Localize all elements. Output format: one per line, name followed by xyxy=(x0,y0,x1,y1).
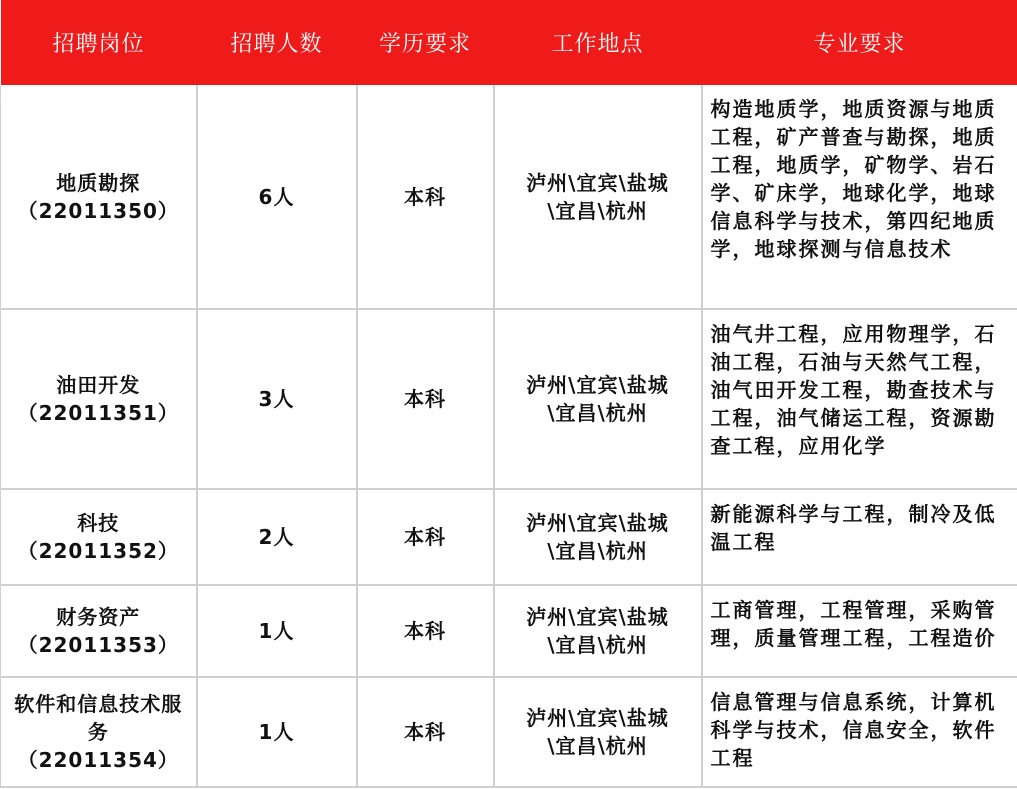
header-row xyxy=(1,0,1017,85)
position-code: （22011354） xyxy=(17,748,179,772)
count-cell: 2人 xyxy=(197,489,357,585)
position-name: 财务资产 xyxy=(56,605,141,629)
major-cell: 信息管理与信息系统，计算机科学与技术，信息安全，软件工程 xyxy=(702,677,1017,787)
position-name: 油田开发 xyxy=(56,373,141,397)
header-education: 学历要求 xyxy=(357,0,494,85)
education-cell: 本科 xyxy=(357,309,494,489)
table-row xyxy=(1,309,1017,489)
table-row xyxy=(1,677,1017,787)
table-row xyxy=(1,585,1017,677)
education-cell: 本科 xyxy=(357,677,494,787)
position-cell xyxy=(1,85,197,309)
location-line: \宜昌\杭州 xyxy=(547,539,648,563)
location-line: \宜昌\杭州 xyxy=(547,401,648,425)
position-code: （22011351） xyxy=(17,401,179,425)
location-cell xyxy=(494,489,702,585)
location-line: \宜昌\杭州 xyxy=(547,734,648,758)
position-name: 软件和信息技术服务 xyxy=(14,692,183,744)
table-row xyxy=(1,85,1017,309)
header-location: 工作地点 xyxy=(494,0,702,85)
position-code: （22011350） xyxy=(17,198,179,223)
header-count: 招聘人数 xyxy=(197,0,357,85)
count-cell: 1人 xyxy=(197,677,357,787)
location-line: \宜昌\杭州 xyxy=(547,198,648,223)
location-cell xyxy=(494,585,702,677)
location-line: 泸州\宜宾\盐城 xyxy=(526,605,669,629)
position-name: 地质勘探 xyxy=(56,170,141,195)
position-cell xyxy=(1,309,197,489)
major-cell: 工商管理，工程管理，采购管理，质量管理工程，工程造价 xyxy=(702,585,1017,677)
count-cell: 1人 xyxy=(197,585,357,677)
education-cell: 本科 xyxy=(357,585,494,677)
location-line: 泸州\宜宾\盐城 xyxy=(526,373,669,397)
location-cell xyxy=(494,309,702,489)
table-body xyxy=(1,85,1017,787)
major-cell: 构造地质学，地质资源与地质工程，矿产普查与勘探，地质工程，地质学，矿物学、岩石学、矿床学，地球化学，地球信息科学与技术，第四纪地质学，地球探测与信息技术 xyxy=(702,85,1017,309)
location-cell xyxy=(494,677,702,787)
location-line: \宜昌\杭州 xyxy=(547,633,648,657)
location-cell xyxy=(494,85,702,309)
location-line: 泸州\宜宾\盐城 xyxy=(526,170,669,195)
position-cell xyxy=(1,489,197,585)
header-position: 招聘岗位 xyxy=(1,0,197,85)
position-cell xyxy=(1,585,197,677)
education-cell: 本科 xyxy=(357,489,494,585)
major-cell: 新能源科学与工程，制冷及低温工程 xyxy=(702,489,1017,585)
position-code: （22011352） xyxy=(17,539,179,563)
position-code: （22011353） xyxy=(17,633,179,657)
header-major: 专业要求 xyxy=(702,0,1017,85)
position-name: 科技 xyxy=(77,511,120,535)
count-cell: 3人 xyxy=(197,309,357,489)
education-cell: 本科 xyxy=(357,85,494,309)
position-cell xyxy=(1,677,197,787)
major-cell: 油气井工程，应用物理学，石油工程，石油与天然气工程，油气田开发工程，勘查技术与工程，油气储运工程，资源勘查工程，应用化学 xyxy=(702,309,1017,489)
location-line: 泸州\宜宾\盐城 xyxy=(526,706,669,730)
table-header xyxy=(1,0,1017,85)
count-cell: 6人 xyxy=(197,85,357,309)
location-line: 泸州\宜宾\盐城 xyxy=(526,511,669,535)
table-row xyxy=(1,489,1017,585)
